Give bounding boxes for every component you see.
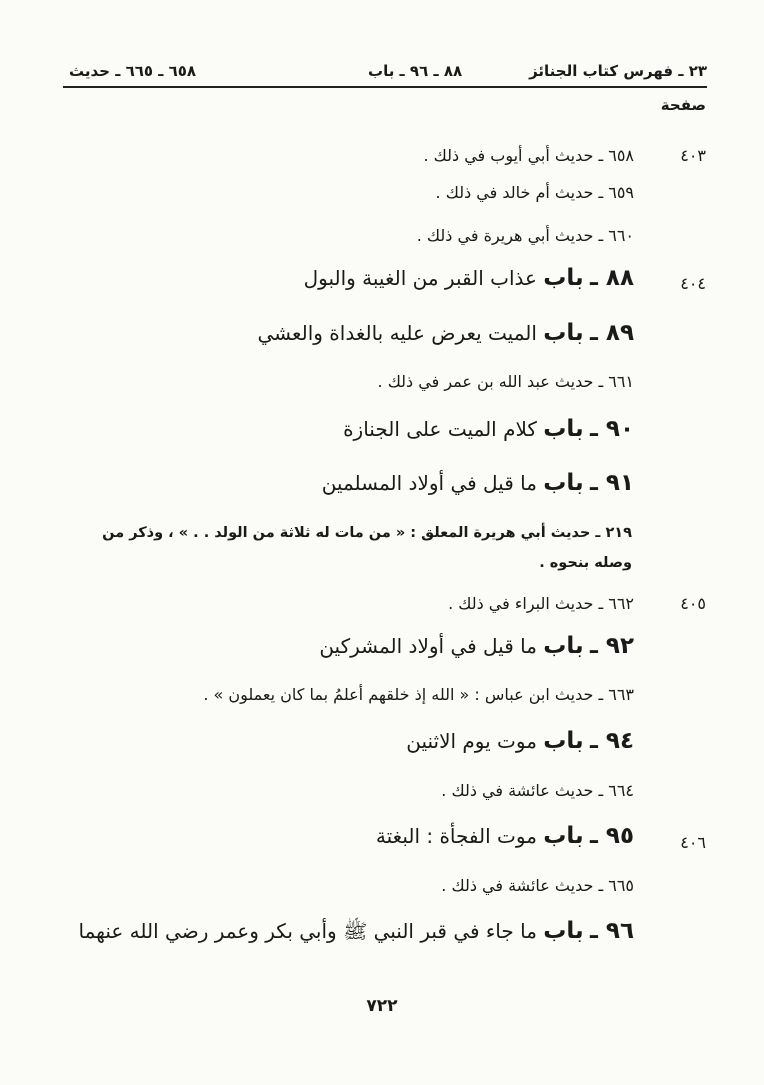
bab-number: ٩٦ ـ: [590, 918, 634, 944]
hadith-entry-658: ٦٥٨ ـ حديث أبي أيوب في ذلك .: [423, 146, 634, 165]
bab-number: ٩١ ـ: [590, 470, 634, 496]
bab-entry-95: [376, 823, 634, 849]
bab-title: ما قيل في أولاد المشركين: [319, 634, 537, 658]
bab-keyword: باب: [543, 416, 584, 442]
bab-title: الميت يعرض عليه بالغداة والعشي: [257, 321, 537, 345]
hadith-entry-661: ٦٦١ ـ حديث عبد الله بن عمر في ذلك .: [377, 372, 634, 391]
bab-keyword: باب: [543, 728, 584, 754]
footer-page-number: ٧٢٢: [366, 996, 398, 1016]
bab-keyword: باب: [543, 265, 584, 291]
bab-number: ٩٤ ـ: [590, 728, 634, 754]
bab-entry-89: [257, 320, 634, 346]
hadith-entry-664: ٦٦٤ ـ حديث عائشة في ذلك .: [441, 781, 634, 800]
hadith-entry-662: ٦٦٢ ـ حديث البراء في ذلك .: [448, 594, 634, 613]
bab-title: موت الفجأة : البغتة: [375, 824, 537, 848]
hadith-entry-659: ٦٥٩ ـ حديث أم خالد في ذلك .: [435, 183, 634, 202]
bab-keyword: باب: [543, 470, 584, 496]
bab-entry-94: [406, 728, 634, 754]
bab-entry-88: [304, 265, 634, 291]
header-hadith-range: ٦٥٨ ـ ٦٦٥ ـ حديث: [69, 62, 197, 80]
running-header: [63, 60, 707, 88]
bab-number: ٩٢ ـ: [590, 633, 634, 659]
bab-entry-96: [78, 918, 634, 948]
bab-title: ما قيل في أولاد المسلمين: [321, 471, 537, 495]
bab-number: ٩٥ ـ: [590, 823, 634, 849]
hadith-entry-665: ٦٦٥ ـ حديث عائشة في ذلك .: [441, 876, 634, 895]
bab-keyword: باب: [543, 320, 584, 346]
page-number-403: ٤٠٣: [680, 146, 706, 165]
bab-number: ٩٠ ـ: [590, 416, 634, 442]
bab-entry-92: [319, 633, 634, 659]
bab-keyword: باب: [543, 823, 584, 849]
header-chapter-title: ٢٣ ـ فهرس كتاب الجنائز: [529, 62, 707, 80]
bab-title: موت يوم الاثنين: [406, 729, 537, 753]
page-column-label: صفحة: [660, 96, 706, 114]
bab-number: ٨٨ ـ: [590, 265, 634, 291]
bab-entry-91: [322, 470, 634, 496]
hadith-entry-660: ٦٦٠ ـ حديث أبي هريرة في ذلك .: [416, 226, 634, 245]
bab-keyword: باب: [543, 918, 584, 944]
header-bab-range: ٨٨ ـ ٩٦ ـ باب: [368, 62, 463, 80]
hadith-entry-663: ٦٦٣ ـ حديث ابن عباس : « الله إذ خلقهم أعلمُ بما كان يعملون » .: [203, 685, 634, 704]
page-number-404: ٤٠٤: [680, 274, 706, 293]
page-number-406: ٤٠٦: [680, 833, 706, 852]
page-number-405: ٤٠٥: [680, 594, 706, 613]
bab-title: كلام الميت على الجنازة: [343, 417, 537, 441]
bab-entry-90: [343, 416, 634, 442]
bab-number: ٨٩ ـ: [590, 320, 634, 346]
bab-title: عذاب القبر من الغيبة والبول: [303, 266, 537, 290]
bab-keyword: باب: [543, 633, 584, 659]
hadith-entry-219: ٢١٩ ـ حديث أبي هريرة المعلق : « من مات له ثلاثة من الولد . . » ، وذكر من وصله بنحوه .: [102, 525, 632, 571]
bab-title: ما جاء في قبر النبي ﷺ وأبي بكر وعمر رضي الله عنهما: [78, 919, 537, 943]
